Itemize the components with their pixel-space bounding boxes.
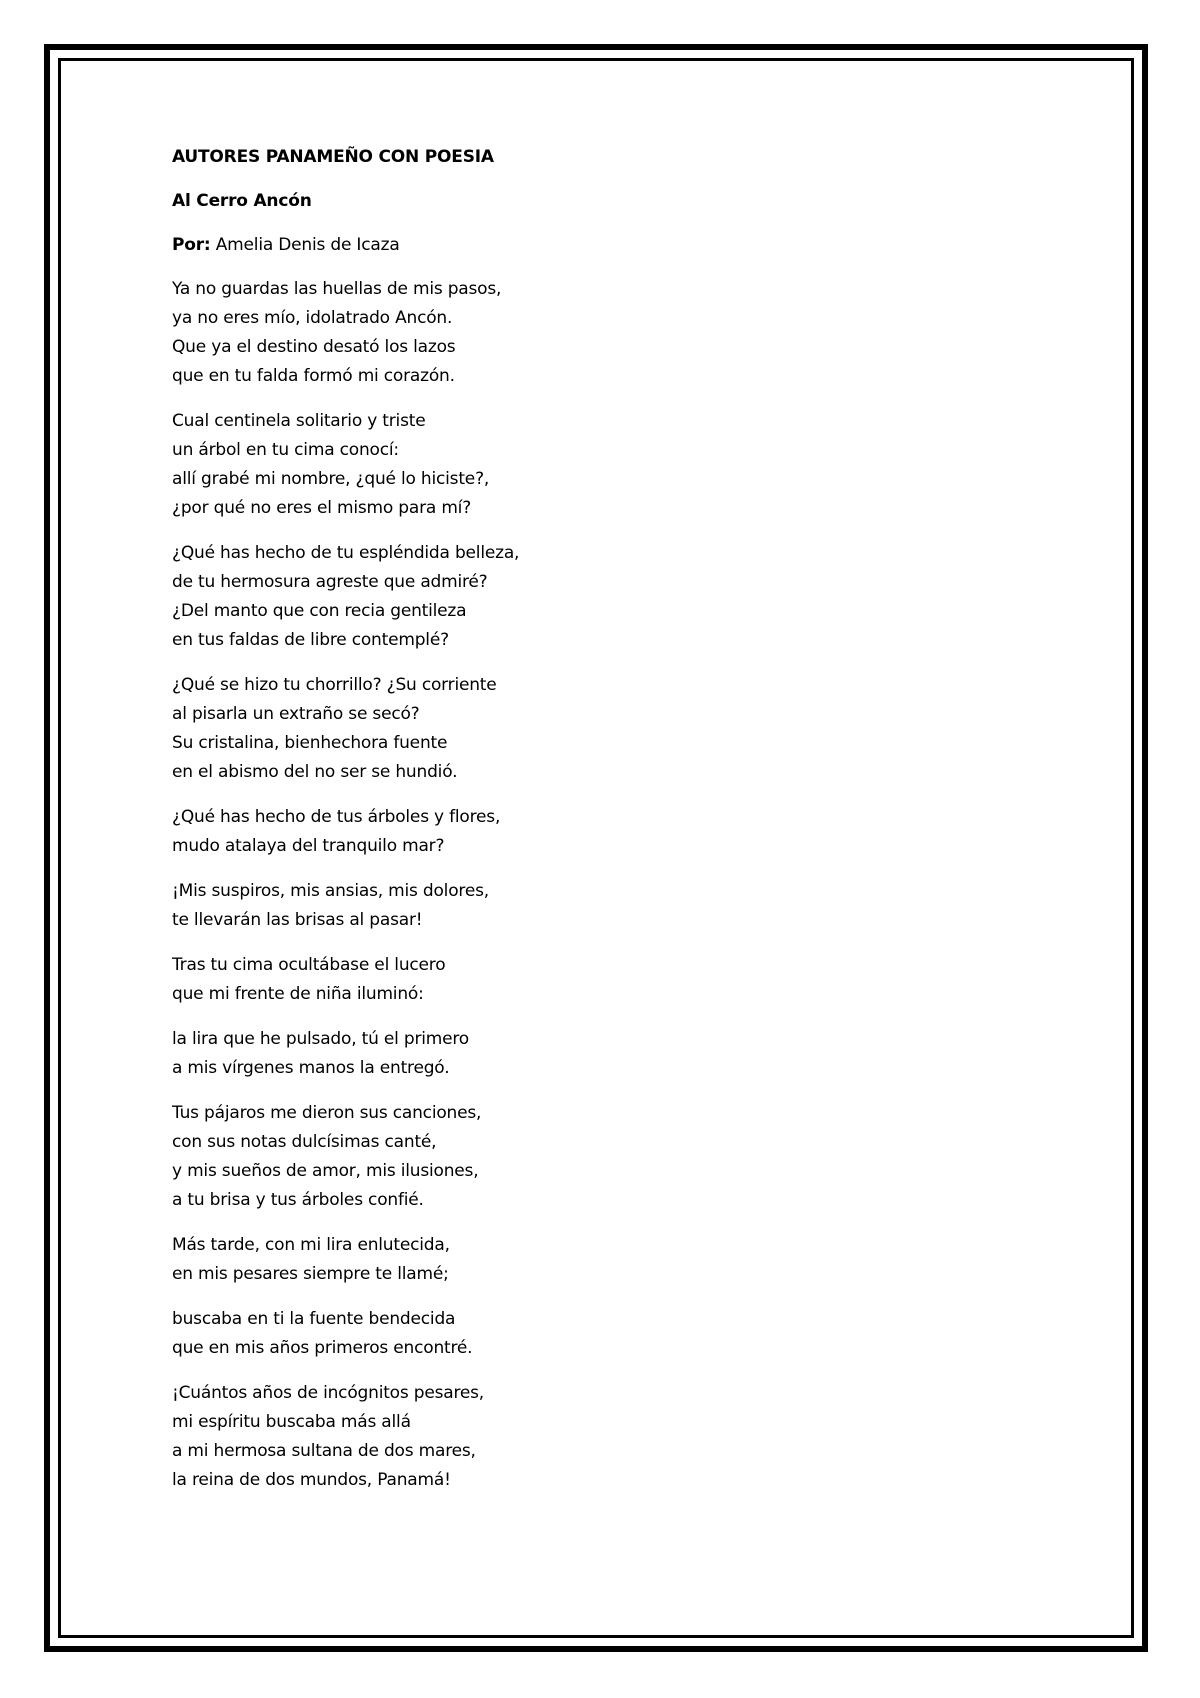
- poem-line: mudo atalaya del tranquilo mar?: [172, 836, 445, 856]
- poem-stanza: [172, 539, 992, 655]
- poem-line: ¿Qué se hizo tu chorrillo? ¿Su corriente: [172, 675, 497, 695]
- poem-line: ¡Mis suspiros, mis ansias, mis dolores,: [172, 881, 489, 901]
- poem-stanza: [172, 1099, 992, 1215]
- poem-line: allí grabé mi nombre, ¿qué lo hiciste?,: [172, 469, 490, 489]
- document-body: [172, 143, 992, 1511]
- poem-line: a tu brisa y tus árboles confié.: [172, 1190, 424, 1210]
- author-name: Amelia Denis de Icaza: [215, 235, 400, 255]
- poem-line: ¿Qué has hecho de tus árboles y flores,: [172, 807, 501, 827]
- poem-title: Al Cerro Ancón: [172, 191, 312, 211]
- poem-line: que en tu falda formó mi corazón.: [172, 366, 455, 386]
- poem-line: Más tarde, con mi lira enlutecida,: [172, 1235, 450, 1255]
- poem-line: en mis pesares siempre te llamé;: [172, 1264, 449, 1284]
- author-label: Por:: [172, 235, 211, 255]
- poem-line: Ya no guardas las huellas de mis pasos,: [172, 279, 502, 299]
- poem-line: mi espíritu buscaba más allá: [172, 1412, 411, 1432]
- poem-line: Cual centinela solitario y triste: [172, 411, 426, 431]
- poem-line: la lira que he pulsado, tú el primero: [172, 1029, 469, 1049]
- poem-line: Que ya el destino desató los lazos: [172, 337, 456, 357]
- poem-stanza: [172, 1231, 992, 1289]
- poem-line: un árbol en tu cima conocí:: [172, 440, 399, 460]
- poem-line: buscaba en ti la fuente bendecida: [172, 1309, 456, 1329]
- document-heading: AUTORES PANAMEÑO CON POESIA: [172, 147, 494, 167]
- poem-line: ¿por qué no eres el mismo para mí?: [172, 498, 472, 518]
- poem-line: que en mis años primeros encontré.: [172, 1338, 473, 1358]
- poem-stanza: [172, 1025, 992, 1083]
- poem-stanza: [172, 1305, 992, 1363]
- poem-line: ¡Cuántos años de incógnitos pesares,: [172, 1383, 485, 1403]
- poem-line: te llevarán las brisas al pasar!: [172, 910, 423, 930]
- poem-line: Su cristalina, bienhechora fuente: [172, 733, 448, 753]
- poem-stanza: [172, 275, 992, 391]
- poem-line: en tus faldas de libre contemplé?: [172, 630, 449, 650]
- poem-line: de tu hermosura agreste que admiré?: [172, 572, 488, 592]
- poem-line: que mi frente de niña iluminó:: [172, 984, 424, 1004]
- poem-line: Tras tu cima ocultábase el lucero: [172, 955, 446, 975]
- poem-line: en el abismo del no ser se hundió.: [172, 762, 458, 782]
- poem-stanza: [172, 1379, 992, 1495]
- poem-line: ¿Del manto que con recia gentileza: [172, 601, 467, 621]
- poem-stanza: [172, 951, 992, 1009]
- poem-line: a mis vírgenes manos la entregó.: [172, 1058, 450, 1078]
- poem-stanzas: [172, 275, 992, 1495]
- poem-stanza: [172, 407, 992, 523]
- poem-line: y mis sueños de amor, mis ilusiones,: [172, 1161, 479, 1181]
- poem-author: [172, 231, 992, 259]
- poem-stanza: [172, 877, 992, 935]
- poem-line: ya no eres mío, idolatrado Ancón.: [172, 308, 453, 328]
- poem-line: al pisarla un extraño se secó?: [172, 704, 420, 724]
- poem-stanza: [172, 671, 992, 787]
- poem-line: con sus notas dulcísimas canté,: [172, 1132, 437, 1152]
- poem-line: a mi hermosa sultana de dos mares,: [172, 1441, 476, 1461]
- poem-line: la reina de dos mundos, Panamá!: [172, 1470, 451, 1490]
- poem-stanza: [172, 803, 992, 861]
- poem-line: ¿Qué has hecho de tu espléndida belleza,: [172, 543, 520, 563]
- poem-line: Tus pájaros me dieron sus canciones,: [172, 1103, 482, 1123]
